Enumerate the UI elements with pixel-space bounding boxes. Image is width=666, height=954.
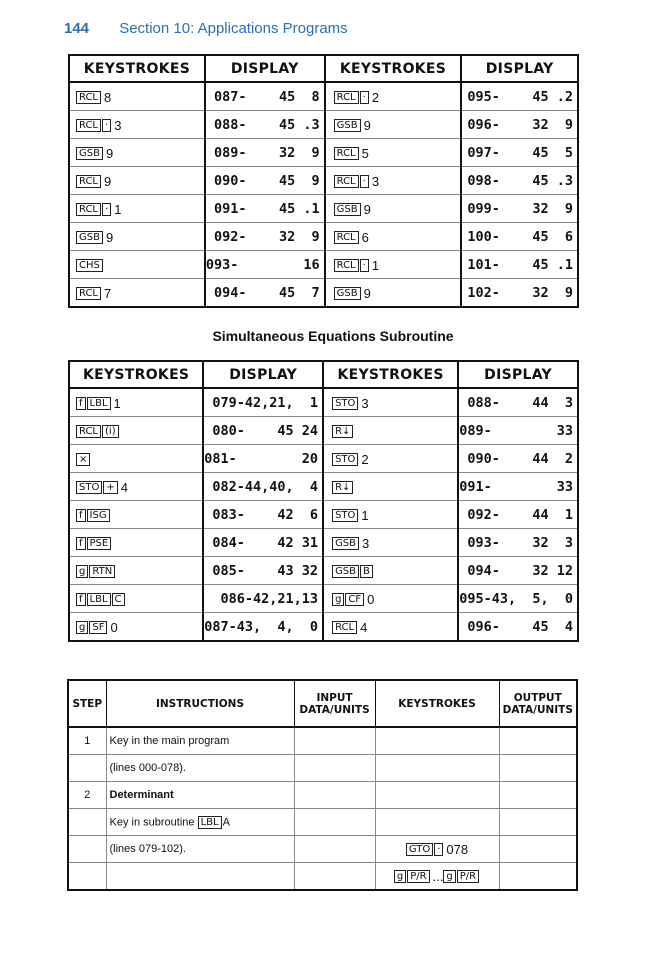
keystroke-digit: 6 — [361, 229, 369, 245]
display-cell: 099- 32 9 — [461, 195, 578, 223]
display-cell: 095- 45 .2 — [461, 82, 578, 111]
display-cell: 085- 43 32 — [203, 557, 323, 585]
key-cap: CF — [345, 593, 364, 606]
display-cell: 087-43, 4, 0 — [203, 613, 323, 642]
display-cell: 098- 45 .3 — [461, 167, 578, 195]
keystroke-cell — [69, 445, 203, 473]
table-row — [69, 585, 578, 613]
keystrokes-cell — [375, 727, 499, 755]
instruction-text: (lines 079-102). — [109, 843, 186, 855]
table-row — [69, 111, 578, 139]
key-cap: · — [434, 843, 443, 856]
key-cap: g — [76, 621, 88, 634]
keystroke-cell — [69, 111, 205, 139]
col-header: KEYSTROKES — [323, 361, 458, 388]
table-row — [69, 613, 578, 642]
col-header-step: STEP — [68, 680, 106, 727]
table-row — [68, 755, 577, 782]
col-header-input: INPUT DATA/UNITS — [294, 680, 375, 727]
keystrokes-cell — [375, 809, 499, 836]
output-cell — [499, 755, 577, 782]
key-cap: · — [360, 259, 369, 272]
key-cap: GSB — [334, 119, 361, 132]
key-cap: GSB — [332, 537, 359, 550]
col-header: DISPLAY — [203, 361, 323, 388]
key-cap: RTN — [89, 565, 115, 578]
keystrokes-cell — [375, 782, 499, 809]
key-cap: · — [360, 175, 369, 188]
key-cap: · — [102, 119, 111, 132]
table-row — [69, 557, 578, 585]
key-cap: GTO — [406, 843, 433, 856]
col-header-keystrokes: KEYSTROKES — [375, 680, 499, 727]
keystroke-cell — [323, 501, 458, 529]
key-cap: g — [76, 565, 88, 578]
instruction-text: (lines 000-078). — [109, 762, 186, 774]
instruction-cell — [106, 836, 294, 863]
keystroke-digit: 078 — [446, 841, 469, 857]
keystroke-cell — [69, 501, 203, 529]
key-cap: STO — [332, 453, 358, 466]
display-cell: 100- 45 6 — [461, 223, 578, 251]
key-cap: g — [443, 870, 455, 883]
key-cap: STO — [76, 481, 102, 494]
keystroke-cell — [69, 82, 205, 111]
display-cell: 090- 45 9 — [205, 167, 325, 195]
display-cell: 101- 45 .1 — [461, 251, 578, 279]
page-header — [64, 20, 348, 37]
display-cell: 087- 45 8 — [205, 82, 325, 111]
output-cell — [499, 727, 577, 755]
instruction-text: Key in the main program — [109, 735, 230, 747]
keystroke-cell — [69, 139, 205, 167]
key-cap: LBL — [87, 593, 111, 606]
display-cell: 102- 32 9 — [467, 284, 573, 301]
table-row — [69, 473, 578, 501]
table-row — [69, 529, 578, 557]
keystroke-digit: 3 — [362, 535, 370, 551]
page-number: 144 — [64, 20, 90, 37]
keystroke-cell — [69, 167, 205, 195]
display-cell: 084- 42 31 — [203, 529, 323, 557]
key-cap: SF — [89, 621, 107, 634]
step-cell: 2 — [68, 782, 106, 809]
keystroke-cell — [69, 388, 203, 417]
key-cap: CHS — [76, 259, 103, 272]
col-header: DISPLAY — [458, 361, 578, 388]
keystroke-cell — [323, 613, 458, 642]
keystroke-cell — [69, 529, 203, 557]
keystroke-digit: 0 — [367, 591, 375, 607]
key-cap: RCL — [334, 231, 359, 244]
key-cap: LBL — [87, 397, 111, 410]
col-header: DISPLAY — [461, 55, 578, 82]
output-cell — [499, 836, 577, 863]
input-cell — [294, 755, 375, 782]
key-cap: f — [76, 397, 86, 410]
input-cell — [294, 782, 375, 809]
keystroke-digit: 9 — [105, 229, 114, 245]
keystroke-cell — [325, 139, 462, 167]
table-row — [69, 388, 578, 417]
key-cap: f — [76, 593, 86, 606]
keystroke-digit: 1 — [113, 395, 121, 411]
key-cap: RCL — [76, 175, 101, 188]
table-row — [69, 167, 578, 195]
keystrokes-table-subroutine — [68, 360, 579, 642]
keystroke-digit: 9 — [363, 117, 371, 133]
keystroke-digit: 5 — [361, 145, 369, 161]
keystrokes-cell — [375, 836, 499, 863]
instruction-cell — [106, 809, 294, 836]
step-cell: 1 — [68, 727, 106, 755]
keystroke-digit: 3 — [371, 173, 380, 189]
instruction-cell — [106, 782, 294, 809]
display-cell: 079-42,21, 1 — [203, 388, 323, 417]
keystroke-digit: 9 — [105, 145, 114, 161]
display-cell: 091- 33 — [458, 473, 578, 501]
input-cell — [294, 863, 375, 891]
display-cell: 096- 32 9 — [461, 111, 578, 139]
keystroke-cell — [323, 445, 458, 473]
key-cap: + — [103, 481, 117, 494]
keystroke-cell — [323, 417, 458, 445]
keystroke-cell — [325, 167, 462, 195]
key-cap: RCL — [76, 203, 101, 216]
table-row — [68, 782, 577, 809]
keystroke-digit: 0 — [110, 619, 118, 635]
key-cap: f — [76, 509, 86, 522]
key-cap: RCL — [332, 621, 357, 634]
key-cap: ISG — [87, 509, 110, 522]
keystroke-cell — [69, 251, 205, 279]
keystroke-digit: 3 — [114, 117, 122, 133]
table-row — [69, 139, 578, 167]
step-cell — [68, 809, 106, 836]
keystroke-cell — [325, 279, 462, 308]
display-cell: 082-44,40, 4 — [203, 473, 323, 501]
key-cap: GSB — [76, 147, 103, 160]
table-row — [69, 82, 578, 111]
key-cap: GSB — [76, 231, 103, 244]
key-cap: R↓ — [332, 425, 353, 438]
key-cap: B — [360, 565, 373, 578]
display-cell: 092- 32 9 — [205, 223, 325, 251]
input-cell — [294, 836, 375, 863]
input-cell — [294, 809, 375, 836]
instruction-cell — [106, 755, 294, 782]
keystroke-digit: 4 — [360, 619, 368, 635]
instruction-text: Determinant — [109, 789, 174, 801]
display-cell: 080- 45 24 — [203, 417, 323, 445]
instructions-table — [67, 679, 578, 891]
keystroke-digit: 9 — [363, 201, 371, 217]
display-cell: 096- 45 4 — [467, 618, 573, 635]
key-cap: C — [112, 593, 125, 606]
key-cap: STO — [332, 509, 358, 522]
key-cap: (i) — [102, 425, 119, 438]
instruction-text: Key in subroutine — [109, 815, 195, 828]
keystroke-digit: 1 — [371, 257, 380, 273]
key-cap: RCL — [76, 119, 101, 132]
key-cap: f — [76, 537, 86, 550]
keystroke-cell — [323, 585, 458, 613]
keystroke-digit: 4 — [120, 479, 128, 495]
display-cell: 081- 20 — [203, 445, 323, 473]
col-header-output: OUTPUT DATA/UNITS — [499, 680, 577, 727]
display-cell: 093- 32 3 — [458, 529, 578, 557]
key-cap: RCL — [334, 147, 359, 160]
key-cap: GSB — [334, 287, 361, 300]
key-cap: R↓ — [332, 481, 353, 494]
key-cap: × — [76, 453, 90, 466]
keystroke-cell — [69, 557, 203, 585]
step-cell — [68, 755, 106, 782]
keystroke-cell — [69, 473, 203, 501]
key-cap: · — [102, 203, 111, 216]
instruction-cell — [106, 727, 294, 755]
output-cell — [499, 782, 577, 809]
table-row — [69, 195, 578, 223]
key-cap: P/R — [407, 870, 429, 883]
display-cell: 088- 45 .3 — [205, 111, 325, 139]
table-row — [69, 223, 578, 251]
keystroke-digit: 3 — [361, 395, 369, 411]
key-cap: GSB — [332, 565, 359, 578]
col-header: KEYSTROKES — [69, 361, 203, 388]
display-cell: 093- 16 — [205, 251, 325, 279]
table-row — [68, 836, 577, 863]
keystrokes-cell — [375, 863, 499, 891]
key-cap: STO — [332, 397, 358, 410]
table-row — [68, 809, 577, 836]
display-cell: 094- 45 7 — [205, 279, 325, 308]
key-cap: g — [332, 593, 344, 606]
keystroke-digit: 1 — [114, 201, 122, 217]
keystroke-cell — [69, 417, 203, 445]
step-cell — [68, 836, 106, 863]
keystroke-digit: 9 — [104, 173, 112, 189]
key-cap: RCL — [76, 287, 101, 300]
keystroke-cell — [323, 529, 458, 557]
step-cell — [68, 863, 106, 891]
keystrokes-table-main — [68, 54, 579, 308]
display-cell: 086-42,21,13 — [203, 585, 323, 613]
keystroke-cell — [325, 195, 462, 223]
keystroke-cell — [69, 613, 203, 642]
display-cell: 089- 33 — [458, 417, 578, 445]
key-cap: LBL — [198, 816, 222, 829]
input-cell — [294, 727, 375, 755]
keystroke-digit: 2 — [361, 451, 369, 467]
table-row — [69, 501, 578, 529]
table-row — [68, 727, 577, 755]
display-cell: 094- 32 12 — [458, 557, 578, 585]
ellipsis: ... — [432, 868, 444, 884]
instruction-cell — [106, 863, 294, 891]
key-cap: g — [394, 870, 406, 883]
col-header: KEYSTROKES — [69, 55, 205, 82]
keystroke-cell — [325, 111, 462, 139]
keystroke-digit: 1 — [361, 507, 369, 523]
output-cell — [499, 809, 577, 836]
keystroke-digit: 7 — [104, 285, 112, 301]
section-title: Section 10: Applications Programs — [119, 20, 348, 37]
col-header: DISPLAY — [205, 55, 325, 82]
keystroke-cell — [325, 251, 462, 279]
output-cell — [499, 863, 577, 891]
key-cap: RCL — [334, 259, 359, 272]
table-row — [69, 445, 578, 473]
display-cell: 097- 45 5 — [461, 139, 578, 167]
keystroke-cell — [325, 82, 462, 111]
keystroke-cell — [69, 223, 205, 251]
table-row — [69, 417, 578, 445]
key-cap: PSE — [87, 537, 112, 550]
instruction-suffix: A — [222, 815, 230, 828]
keystroke-digit: 9 — [363, 285, 371, 301]
key-cap: RCL — [76, 91, 101, 104]
keystroke-cell — [325, 223, 462, 251]
keystrokes-cell — [375, 755, 499, 782]
table-row — [69, 251, 578, 279]
keystroke-cell — [69, 195, 205, 223]
keystroke-cell — [69, 585, 203, 613]
display-cell: 090- 44 2 — [458, 445, 578, 473]
key-cap: RCL — [334, 175, 359, 188]
table-row — [69, 279, 578, 308]
keystroke-cell — [323, 557, 458, 585]
table-row — [68, 863, 577, 891]
key-cap: RCL — [334, 91, 359, 104]
keystroke-digit: 8 — [104, 89, 112, 105]
key-cap: · — [360, 91, 369, 104]
col-header-instructions: INSTRUCTIONS — [106, 680, 294, 727]
section-subtitle: Simultaneous Equations Subroutine — [212, 328, 454, 344]
display-cell: 089- 32 9 — [205, 139, 325, 167]
display-cell: 095-43, 5, 0 — [458, 585, 578, 613]
display-cell: 092- 44 1 — [458, 501, 578, 529]
display-cell: 088- 44 3 — [458, 388, 578, 417]
key-cap: GSB — [334, 203, 361, 216]
keystroke-cell — [69, 279, 205, 308]
display-cell: 083- 42 6 — [203, 501, 323, 529]
col-header: KEYSTROKES — [325, 55, 462, 82]
display-cell: 091- 45 .1 — [205, 195, 325, 223]
keystroke-digit: 2 — [371, 89, 380, 105]
keystroke-cell — [323, 473, 458, 501]
key-cap: RCL — [76, 425, 101, 438]
keystroke-cell — [323, 388, 458, 417]
key-cap: P/R — [457, 870, 479, 883]
